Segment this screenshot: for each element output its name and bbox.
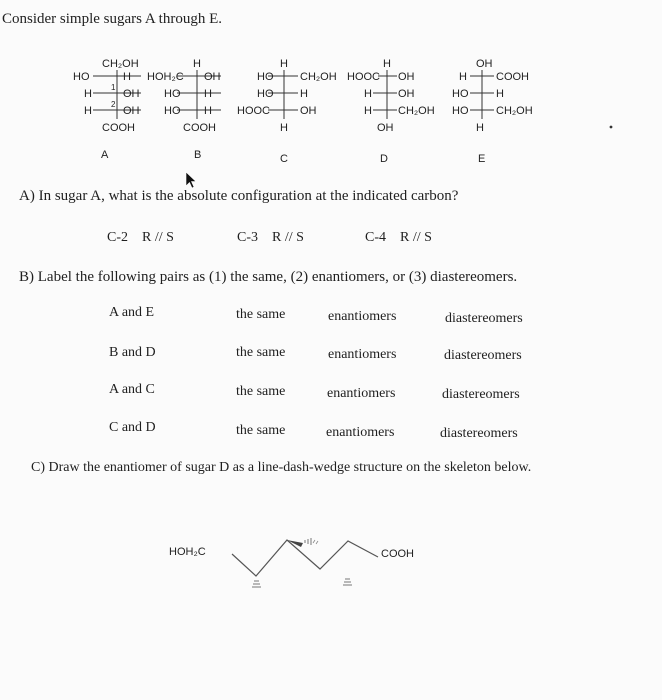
svg-text:OH: OH xyxy=(476,58,493,70)
svg-text:HO: HO xyxy=(257,88,274,100)
option-enantiomers-3[interactable]: enantiomers xyxy=(327,386,396,401)
partA-item-c3[interactable]: C-3 R // S xyxy=(237,230,304,245)
cursor-icon xyxy=(186,172,196,188)
A-top: CH₂OH xyxy=(102,58,139,70)
fischer-projections xyxy=(0,0,662,190)
svg-text:HO: HO xyxy=(73,71,90,83)
option-same-2[interactable]: the same xyxy=(236,345,286,360)
partA-item-c2[interactable]: C-2 R // S xyxy=(107,230,174,245)
svg-text:H: H xyxy=(280,122,288,134)
option-diastereomers-1[interactable]: diastereomers xyxy=(445,311,523,326)
svg-text:H: H xyxy=(383,58,391,70)
svg-text:OH: OH xyxy=(398,88,415,100)
svg-text:2: 2 xyxy=(111,100,116,109)
svg-text:HO: HO xyxy=(257,71,274,83)
svg-text:CH₂OH: CH₂OH xyxy=(496,105,533,117)
label-B: B xyxy=(194,149,202,161)
svg-text:H: H xyxy=(84,105,92,117)
svg-text:HO: HO xyxy=(452,88,469,100)
svg-text:HOOC: HOOC xyxy=(237,105,270,117)
fischer-C xyxy=(237,58,337,134)
svg-text:H: H xyxy=(123,71,131,83)
pair-label-2: B and D xyxy=(109,345,156,360)
svg-text:OH: OH xyxy=(300,105,317,117)
A-bottom: COOH xyxy=(102,122,135,134)
svg-text:H: H xyxy=(496,88,504,100)
partA-question: A) In sugar A, what is the absolute configuration at the indicated carbon? xyxy=(19,188,459,204)
fischer-D xyxy=(347,58,435,134)
skeleton-left-group: HOH₂C xyxy=(169,546,206,558)
option-diastereomers-3[interactable]: diastereomers xyxy=(442,387,520,402)
svg-text:H: H xyxy=(204,105,212,117)
skeleton-right-group: COOH xyxy=(381,548,414,560)
svg-text:HO: HO xyxy=(452,105,469,117)
option-enantiomers-4[interactable]: enantiomers xyxy=(326,425,395,440)
label-E: E xyxy=(478,153,486,165)
svg-text:CH₂OH: CH₂OH xyxy=(398,105,435,117)
svg-text:H: H xyxy=(459,71,467,83)
svg-text:H: H xyxy=(204,88,212,100)
fischer-E xyxy=(452,58,533,134)
skeleton-structure[interactable] xyxy=(0,520,662,640)
label-A: A xyxy=(101,149,109,161)
svg-text:H: H xyxy=(300,88,308,100)
svg-text:H: H xyxy=(476,122,484,134)
svg-text:OH: OH xyxy=(377,122,394,134)
svg-text:HOH₂C: HOH₂C xyxy=(147,71,184,83)
option-same-1[interactable]: the same xyxy=(236,307,286,322)
option-enantiomers-2[interactable]: enantiomers xyxy=(328,347,397,362)
svg-text:H: H xyxy=(364,88,372,100)
fischer-A xyxy=(73,58,141,134)
partB-question: B) Label the following pairs as (1) the same, (2) enantiomers, or (3) diastereomers. xyxy=(19,269,518,285)
svg-text:HO: HO xyxy=(164,105,181,117)
label-D: D xyxy=(380,153,388,165)
svg-text:OH: OH xyxy=(123,88,140,100)
svg-text:H: H xyxy=(193,58,201,70)
pair-label-3: A and C xyxy=(109,382,155,397)
partA-item-c4[interactable]: C-4 R // S xyxy=(365,230,432,245)
svg-text:OH: OH xyxy=(123,105,140,117)
svg-text:OH: OH xyxy=(398,71,415,83)
option-same-3[interactable]: the same xyxy=(236,384,286,399)
intro-text: Consider simple sugars A through E. xyxy=(2,11,222,27)
option-same-4[interactable]: the same xyxy=(236,423,286,438)
svg-text:1: 1 xyxy=(111,83,116,92)
svg-text:COOH: COOH xyxy=(496,71,529,83)
svg-text:HOOC: HOOC xyxy=(347,71,380,83)
svg-text:H: H xyxy=(84,88,92,100)
svg-text:COOH: COOH xyxy=(183,122,216,134)
fischer-B xyxy=(147,58,221,134)
label-C: C xyxy=(280,153,288,165)
pair-label-1: A and E xyxy=(109,305,155,320)
svg-text:H: H xyxy=(364,105,372,117)
svg-text:CH₂OH: CH₂OH xyxy=(300,71,337,83)
svg-text:OH: OH xyxy=(204,71,221,83)
pair-label-4: C and D xyxy=(109,420,156,435)
option-diastereomers-4[interactable]: diastereomers xyxy=(440,426,518,441)
svg-text:HO: HO xyxy=(164,88,181,100)
option-enantiomers-1[interactable]: enantiomers xyxy=(328,309,397,324)
option-diastereomers-2[interactable]: diastereomers xyxy=(444,348,522,363)
svg-text:H: H xyxy=(280,58,288,70)
partC-question: C) Draw the enantiomer of sugar D as a line-dash-wedge structure on the skeleton below. xyxy=(31,460,532,475)
